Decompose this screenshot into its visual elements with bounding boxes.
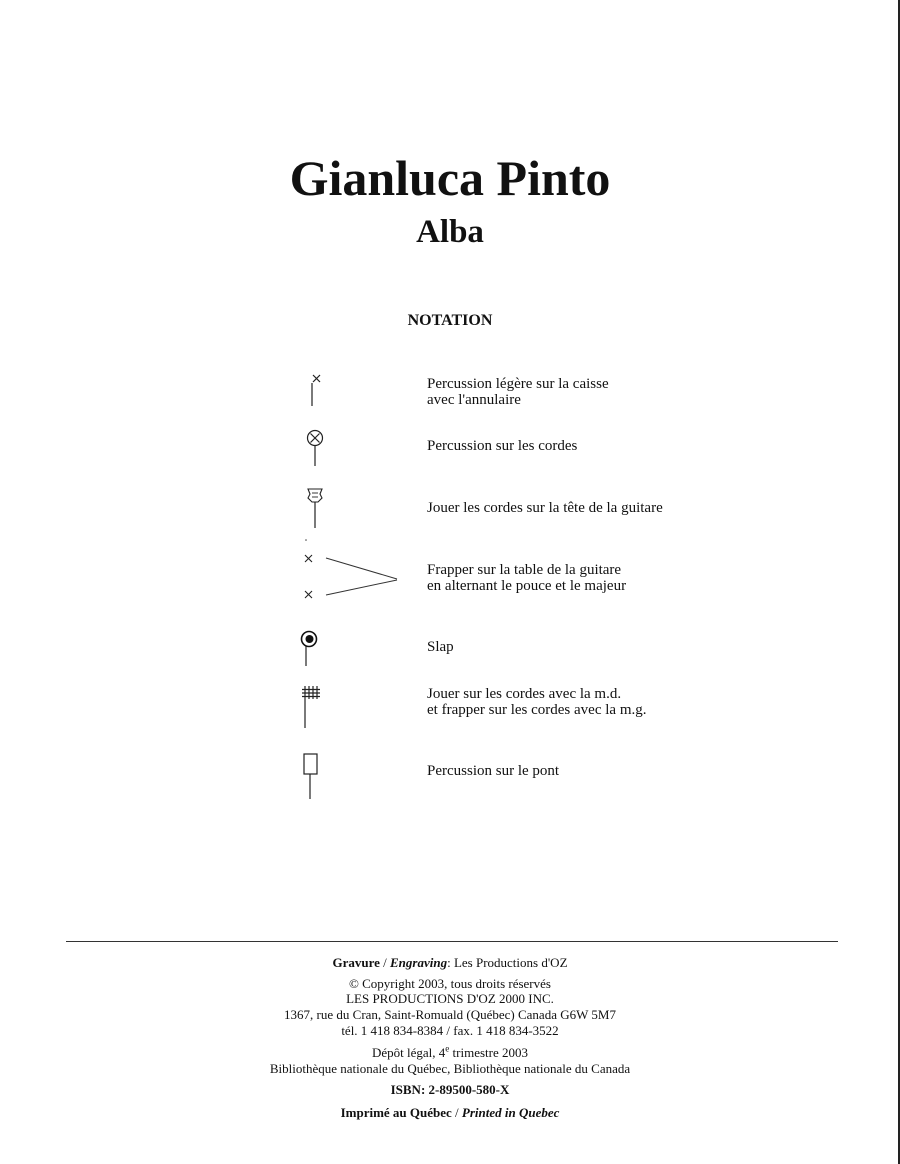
footer-divider bbox=[66, 941, 838, 942]
notation-desc-3: Jouer les cordes sur la tête de la guitare bbox=[427, 500, 663, 516]
rectangle-stem-icon bbox=[298, 750, 328, 802]
guitar-head-stem-icon bbox=[300, 486, 330, 530]
notation-desc-4: Frapper sur la table de la guitare en alternant le pouce et le majeur bbox=[427, 562, 627, 594]
notation-desc-2: Percussion sur les cordes bbox=[427, 438, 578, 454]
alternating-x-icon bbox=[298, 536, 402, 606]
publisher-contact: tél. 1 418 834-8384 / fax. 1 418 834-3522 bbox=[341, 1023, 559, 1038]
notation-desc-7: Percussion sur le pont bbox=[427, 763, 560, 779]
copyright-line: © Copyright 2003, tous droits réservés bbox=[349, 976, 551, 991]
notation-desc-1: Percussion légère sur la caisse avec l'annulaire bbox=[427, 376, 609, 408]
notation-heading: NOTATION bbox=[407, 312, 493, 329]
legal-deposit: Dépôt légal, 4e trimestre 2003 bbox=[371, 1043, 528, 1060]
filled-circle-stem-icon bbox=[296, 628, 326, 668]
printed-in: Imprimé au Québec / Printed in Quebec bbox=[340, 1105, 560, 1120]
engraving-credit: Gravure / Engraving: Les Productions d'OZ bbox=[332, 955, 568, 970]
notation-desc-6: Jouer sur les cordes avec la m.d. et frapper sur les cordes avec la m.g. bbox=[427, 686, 647, 718]
piece-title: Alba bbox=[416, 214, 484, 250]
publisher-name: LES PRODUCTIONS D'OZ 2000 INC. bbox=[346, 991, 554, 1006]
circle-x-stem-icon bbox=[300, 428, 330, 468]
composer-name: Gianluca Pinto bbox=[289, 150, 611, 206]
hash-stem-icon bbox=[296, 682, 326, 730]
publisher-address: 1367, rue du Cran, Saint-Romuald (Québec) Canada G6W 5M7 bbox=[284, 1007, 616, 1022]
national-libraries: Bibliothèque nationale du Québec, Bibliothèque nationale du Canada bbox=[269, 1061, 631, 1076]
x-stem-icon bbox=[300, 370, 330, 408]
notation-desc-5: Slap bbox=[427, 639, 454, 655]
isbn: ISBN: 2-89500-580-X bbox=[390, 1082, 510, 1097]
